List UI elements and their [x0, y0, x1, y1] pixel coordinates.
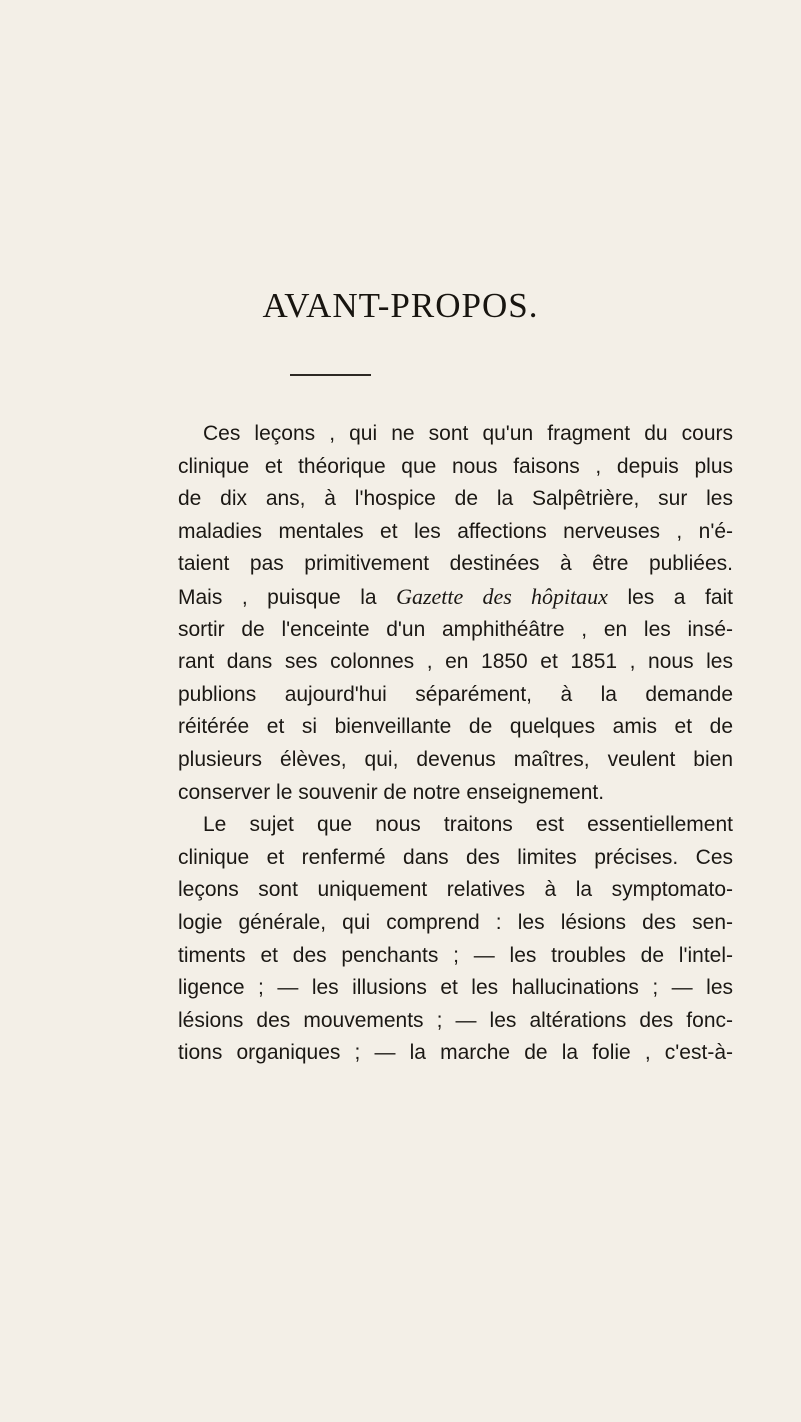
text-line: publions aujourd'hui séparément, à la demande	[178, 682, 733, 706]
text-line: leçons sont uniquement relatives à la symptomato-	[178, 878, 733, 902]
text-line: Mais , puisque la Gazette des hôpitaux les a fait	[178, 583, 733, 609]
text-line: ligence ; — les illusions et les hallucinations ; — les	[178, 976, 733, 1000]
text-line: tions organiques ; — la marche de la folie , c'est-à-	[178, 1041, 733, 1065]
text-line: logie générale, qui comprend : les lésions des sen-	[178, 910, 733, 934]
page-title: AVANT-PROPOS.	[262, 286, 539, 325]
text-line: timents et des penchants ; — les troubles de l'intel-	[178, 943, 733, 967]
journal-title: Gazette des hôpitaux	[396, 583, 608, 609]
title-rule	[290, 374, 371, 376]
text-line: lésions des mouvements ; — les altérations des fonc-	[178, 1008, 733, 1032]
text-line: clinique et théorique que nous faisons , depuis plus	[178, 454, 733, 478]
text-line: maladies mentales et les affections nerveuses , n'é-	[178, 519, 733, 543]
text-line: réitérée et si bienveillante de quelques amis et de	[178, 715, 733, 739]
text-line: rant dans ses colonnes , en 1850 et 1851 , nous les	[178, 650, 733, 674]
text-line: Le sujet que nous traitons est essentiellement	[203, 813, 733, 837]
body-text	[178, 418, 733, 1070]
text-line: Ces leçons , qui ne sont qu'un fragment du cours	[203, 422, 733, 445]
text-line: taient pas primitivement destinées à être publiées.	[178, 552, 733, 576]
text-line: de dix ans, à l'hospice de la Salpêtrière, sur les	[178, 487, 733, 511]
text-line: sortir de l'enceinte d'un amphithéâtre , en les insé-	[178, 617, 733, 641]
text-line: clinique et renfermé dans des limites précises. Ces	[178, 845, 733, 869]
text-line: plusieurs élèves, qui, devenus maîtres, veulent bien	[178, 747, 733, 771]
text-line: conserver le souvenir de notre enseignement.	[178, 780, 605, 804]
